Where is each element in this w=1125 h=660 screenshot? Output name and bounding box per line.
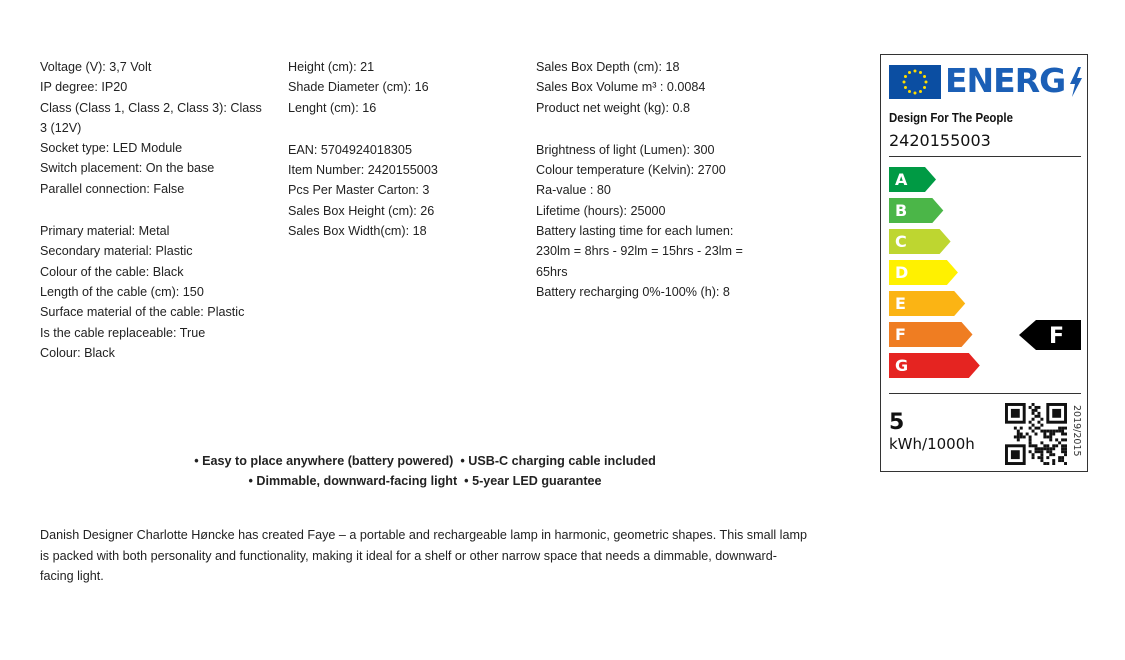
spec-line: Secondary material: Plastic: [40, 244, 193, 259]
spec-line: Class (Class 1, Class 2, Class 3): Class 3 (12V): [40, 100, 262, 135]
energy-label: [880, 54, 1088, 472]
spec-line: Sales Box Width(cm): 18: [288, 224, 427, 239]
spec-line: EAN: 5704924018305: [288, 142, 412, 157]
energy-class-letter: A: [895, 170, 908, 189]
spec-line: Lifetime (hours): 25000: [536, 203, 666, 218]
spec-line: Lenght (cm): 16: [288, 100, 377, 115]
spec-line: Switch placement: On the base: [40, 161, 215, 176]
divider-top: [889, 156, 1081, 157]
energy-class-letter: F: [895, 325, 906, 344]
spec-line: Colour temperature (Kelvin): 2700: [536, 163, 726, 178]
group-spacer: [288, 118, 518, 140]
spec-line: Surface material of the cable: Plastic: [40, 305, 245, 320]
spec-line: Ra-value : 80: [536, 183, 611, 198]
spec-line: Parallel connection: False: [40, 181, 185, 196]
spec-line: Battery lasting time for each lumen: 230lm = 8hrs - 92lm = 15hrs - 23lm = 65hrs: [536, 224, 743, 279]
spec-line: Shade Diameter (cm): 16: [288, 80, 429, 95]
spec-line: Primary material: Metal: [40, 224, 170, 239]
consumption-value: 5: [889, 410, 905, 435]
energy-class-letter: G: [895, 356, 909, 375]
consumption-unit: kWh/1000h: [889, 435, 975, 453]
specs-column-2: [288, 57, 518, 241]
spec-line: Colour: Black: [40, 345, 115, 360]
energy-class-letter: C: [895, 232, 907, 251]
spec-line: Sales Box Volume m³ : 0.0084: [536, 80, 706, 95]
spec-line: Brightness of light (Lumen): 300: [536, 142, 715, 157]
spec-line: Pcs Per Master Carton: 3: [288, 183, 430, 198]
qr-code-icon: [1005, 403, 1067, 465]
energy-label-title: ENERG: [945, 61, 1066, 100]
spec-line: Sales Box Height (cm): 26: [288, 203, 435, 218]
feature-row-1: • Easy to place anywhere (battery powered) • USB-C charging cable included: [194, 454, 656, 468]
spec-line: Height (cm): 21: [288, 60, 375, 74]
spec-line: Battery recharging 0%-100% (h): 8: [536, 284, 730, 299]
eu-flag-icon: [889, 65, 941, 99]
divider-bottom: [889, 393, 1081, 394]
energy-class-scale: [889, 165, 1089, 385]
spec-line: IP degree: IP20: [40, 80, 128, 95]
spec-line: Item Number: 2420155003: [288, 163, 438, 178]
spec-line: Is the cable replaceable: True: [40, 325, 206, 340]
spec-line: Product net weight (kg): 0.8: [536, 100, 691, 115]
supplier-name: Design For The People: [889, 110, 1013, 125]
lightning-bolt-icon: [1069, 67, 1083, 97]
spec-line: Sales Box Depth (cm): 18: [536, 60, 680, 74]
specs-column-3: [536, 57, 766, 302]
model-identifier: 2420155003: [889, 131, 991, 150]
group-spacer: [40, 199, 270, 221]
rating-letter: F: [1049, 324, 1065, 349]
group-spacer: [536, 118, 766, 140]
energy-class-letter: B: [895, 201, 908, 220]
spec-line: Colour of the cable: Black: [40, 264, 184, 279]
regulation-number: 2019/2015: [1071, 405, 1082, 457]
energy-class-letter: E: [895, 294, 906, 313]
feature-highlights: [40, 451, 810, 492]
energy-class-letter: D: [895, 263, 909, 282]
feature-row-2: • Dimmable, downward-facing light • 5-year LED guarantee: [248, 474, 602, 489]
spec-line: Socket type: LED Module: [40, 141, 183, 156]
spec-line: Voltage (V): 3,7 Volt: [40, 60, 152, 74]
product-description: Danish Designer Charlotte Høncke has created Faye – a portable and rechargeable lamp in harmonic, geometric shapes. This small lamp is packed with both personality and functionality, making it ideal for a shelf or other narrow space that needs a dimmable, downward-facing light.: [40, 528, 807, 583]
specs-column-1: [40, 57, 270, 363]
spec-line: Length of the cable (cm): 150: [40, 284, 204, 299]
